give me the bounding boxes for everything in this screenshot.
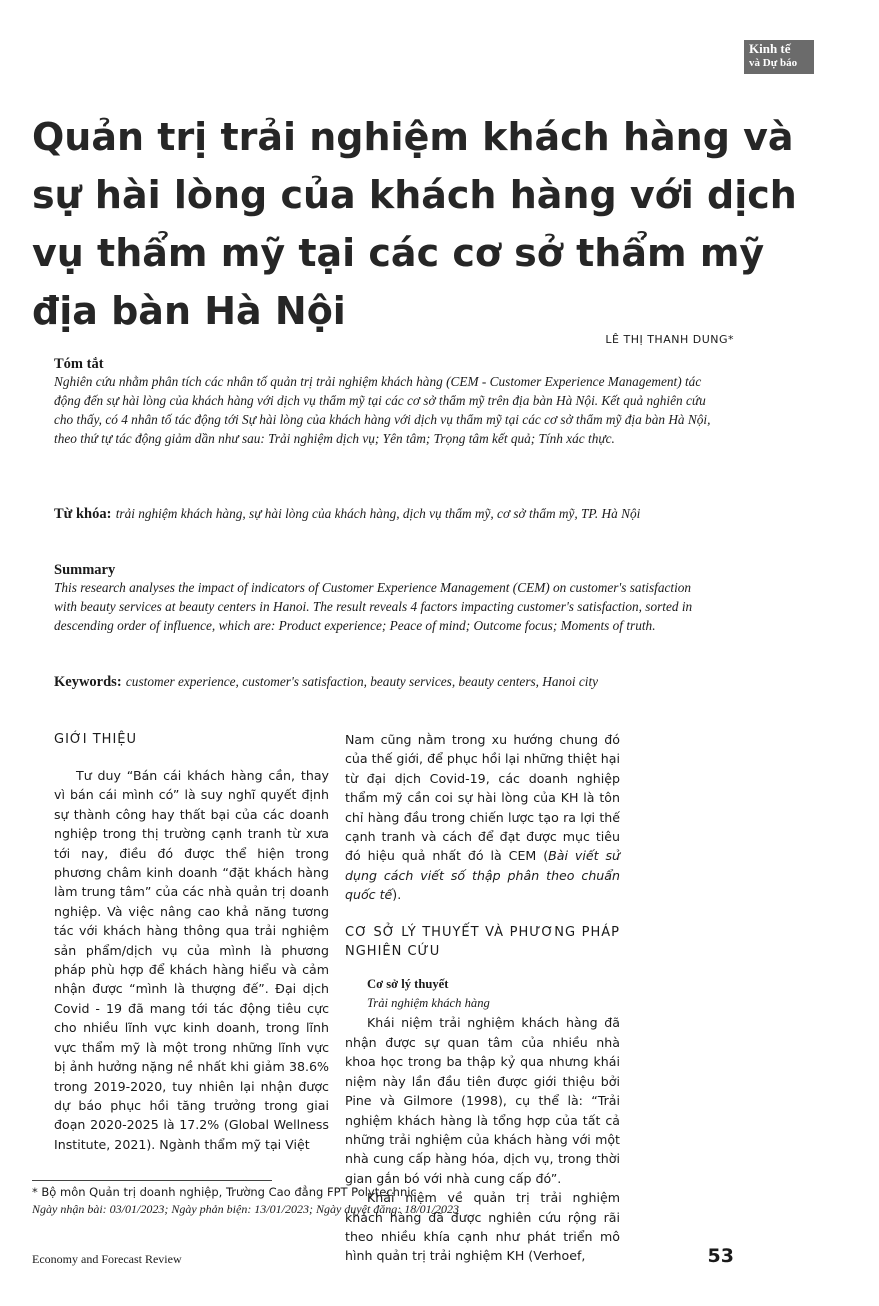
footnote	[32, 1184, 459, 1218]
intro-continuation-text: Nam cũng nằm trong xu hướng chung đó của thế giới, để phục hồi lại những thiệt hại từ đại dịch Covid-19, các doanh nghiệp thẩm mỹ cần coi sự hài lòng của KH là tôn chỉ hàng đầu trong chiến lược tạo ra lợi thế cạnh tranh và cách để đạt được mục tiêu đó hiệu quả nhất đó là CEM (	[345, 732, 620, 864]
keywords-vi-text: trải nghiệm khách hàng, sự hài lòng của khách hàng, dịch vụ thẩm mỹ, cơ sở thẩm mỹ, TP. Hà Nội	[115, 506, 641, 521]
summary-text: This research analyses the impact of indicators of Customer Experience Management (CEM) on customer's satisfaction with beauty services at beauty centers in Hanoi. The result reveals 4 factors impacting customer's satisfaction, sorted in descending order of influence, which are: Product experience; Peace of mind; Outcome focus; Moments of truth.	[54, 580, 693, 633]
keywords-en-label: Keywords:	[54, 674, 122, 690]
keywords-vi-label: Từ khóa:	[54, 506, 112, 522]
journal-name: Economy and Forecast Review	[32, 1252, 182, 1266]
abstract-text: Nghiên cứu nhằm phân tích các nhân tố quản trị trải nghiệm khách hàng (CEM - Customer Experience Management) tác động đến sự hài lòng của khách hàng với dịch vụ thẩm mỹ tại các cơ sở thẩm mỹ trên địa bàn Hà Nội. Kết quả nghiên cứu cho thấy, có 4 nhân tố tác động tới Sự hài lòng của khách hàng với dịch vụ thẩm mỹ tại các cơ sở thẩm mỹ địa bàn Hà Nội, theo thứ tự tác động giảm dần như sau: Trải nghiệm dịch vụ; Yên tâm; Trọng tâm kết quả; Tính xác thực.	[54, 374, 711, 446]
badge-line-1: Kinh tế	[749, 41, 791, 56]
keywords-en-text: customer experience, customer's satisfaction, beauty services, beauty centers, Hanoi city	[125, 674, 599, 689]
intro-continuation	[345, 730, 620, 905]
summary-label: Summary	[54, 562, 116, 578]
left-column	[54, 730, 329, 1154]
section-heading-intro: GIỚI THIỆU	[54, 732, 138, 747]
page-number: 53	[707, 1245, 734, 1267]
decimal-note: Bài viết sử dụng cách viết số thập phân theo chuẩn quốc tế	[345, 848, 620, 903]
section-heading-theory: CƠ SỞ LÝ THUYẾT VÀ PHƯƠNG PHÁP NGHIÊN CỨU	[345, 924, 620, 959]
subsubheading-customer-experience: Trải nghiệm khách hàng	[367, 996, 490, 1011]
keywords-en-block	[54, 673, 714, 692]
footnote-dates: Ngày nhận bài: 03/01/2023; Ngày phản biện: 13/01/2023; Ngày duyệt đăng: 18/01/2023	[32, 1202, 459, 1216]
summary-block	[54, 561, 714, 636]
theory-paragraph-1: Khái niệm trải nghiệm khách hàng đã nhận được sự quan tâm của nhiều nhà khoa học trong ba thập kỷ qua nhưng khái niệm này lần đầu tiên được giới thiệu bởi Pine và Gilmore (1998), cụ thể là: “Trải nghiệm khách hàng là tổng hợp của tất cả những trải nghiệm của khách hàng với một nhà cung cấp hàng hóa, dịch vụ, trong thời gian gắn bó với nhà cung cấp đó”.	[345, 1015, 620, 1186]
article-title: Quản trị trải nghiệm khách hàng và sự hài lòng của khách hàng với dịch vụ thẩm mỹ tại các cơ sở thẩm mỹ địa bàn Hà Nội	[32, 115, 797, 333]
journal-badge	[744, 40, 814, 74]
theory-paragraph-2: Khái niệm về quản trị trải nghiệm khách hàng đã được nghiên cứu rộng rãi theo nhiều khía cạnh như phát triển mô hình quản trị trải nghiệm KH (Verhoef,	[345, 1190, 620, 1264]
author-name: LÊ THỊ THANH DUNG*	[605, 333, 734, 346]
abstract-label: Tóm tắt	[54, 356, 104, 372]
footnote-affiliation: * Bộ môn Quản trị doanh nghiệp, Trường Cao đẳng FPT Polytechnic	[32, 1185, 417, 1199]
subheading-theory: Cơ sở lý thuyết	[367, 976, 449, 991]
abstract-block	[54, 355, 714, 449]
intro-continuation-end: ).	[392, 887, 402, 903]
keywords-vi-block	[54, 505, 714, 524]
badge-line-2: và Dự báo	[749, 57, 798, 69]
footnote-divider	[32, 1180, 272, 1181]
intro-paragraph: Tư duy “Bán cái khách hàng cần, thay vì bán cái mình có” là suy nghĩ quyết định sự thành công hay thất bại của các doanh nghiệp trong thị trường cạnh tranh từ xưa tới nay, điều đó được thể hiện trong phương châm kinh doanh “đặt khách hàng làm trung tâm” của các nhà quản trị doanh nghiệp. Và việc nâng cao khả năng tương tác với khách hàng thông qua trải nghiệm sản phẩm/dịch vụ của mình là phương pháp phù hợp để khách hàng hiểu và cảm nhận được “mình là thượng đế”. Đại dịch Covid - 19 đã mang tới tác động tiêu cực cho nhiều lĩnh vực kinh doanh, trong lĩnh vực thẩm mỹ là một trong những lĩnh vực bị ảnh hưởng nặng nề nhất khi giảm 38.6% trong 2019-2020, tuy nhiên lại nhận được dự báo phục hồi tăng trưởng trong giai đoạn 2020-2025 là 17.2% (Global Wellness Institute, 2021). Ngành thẩm mỹ tại Việt	[54, 768, 329, 1152]
